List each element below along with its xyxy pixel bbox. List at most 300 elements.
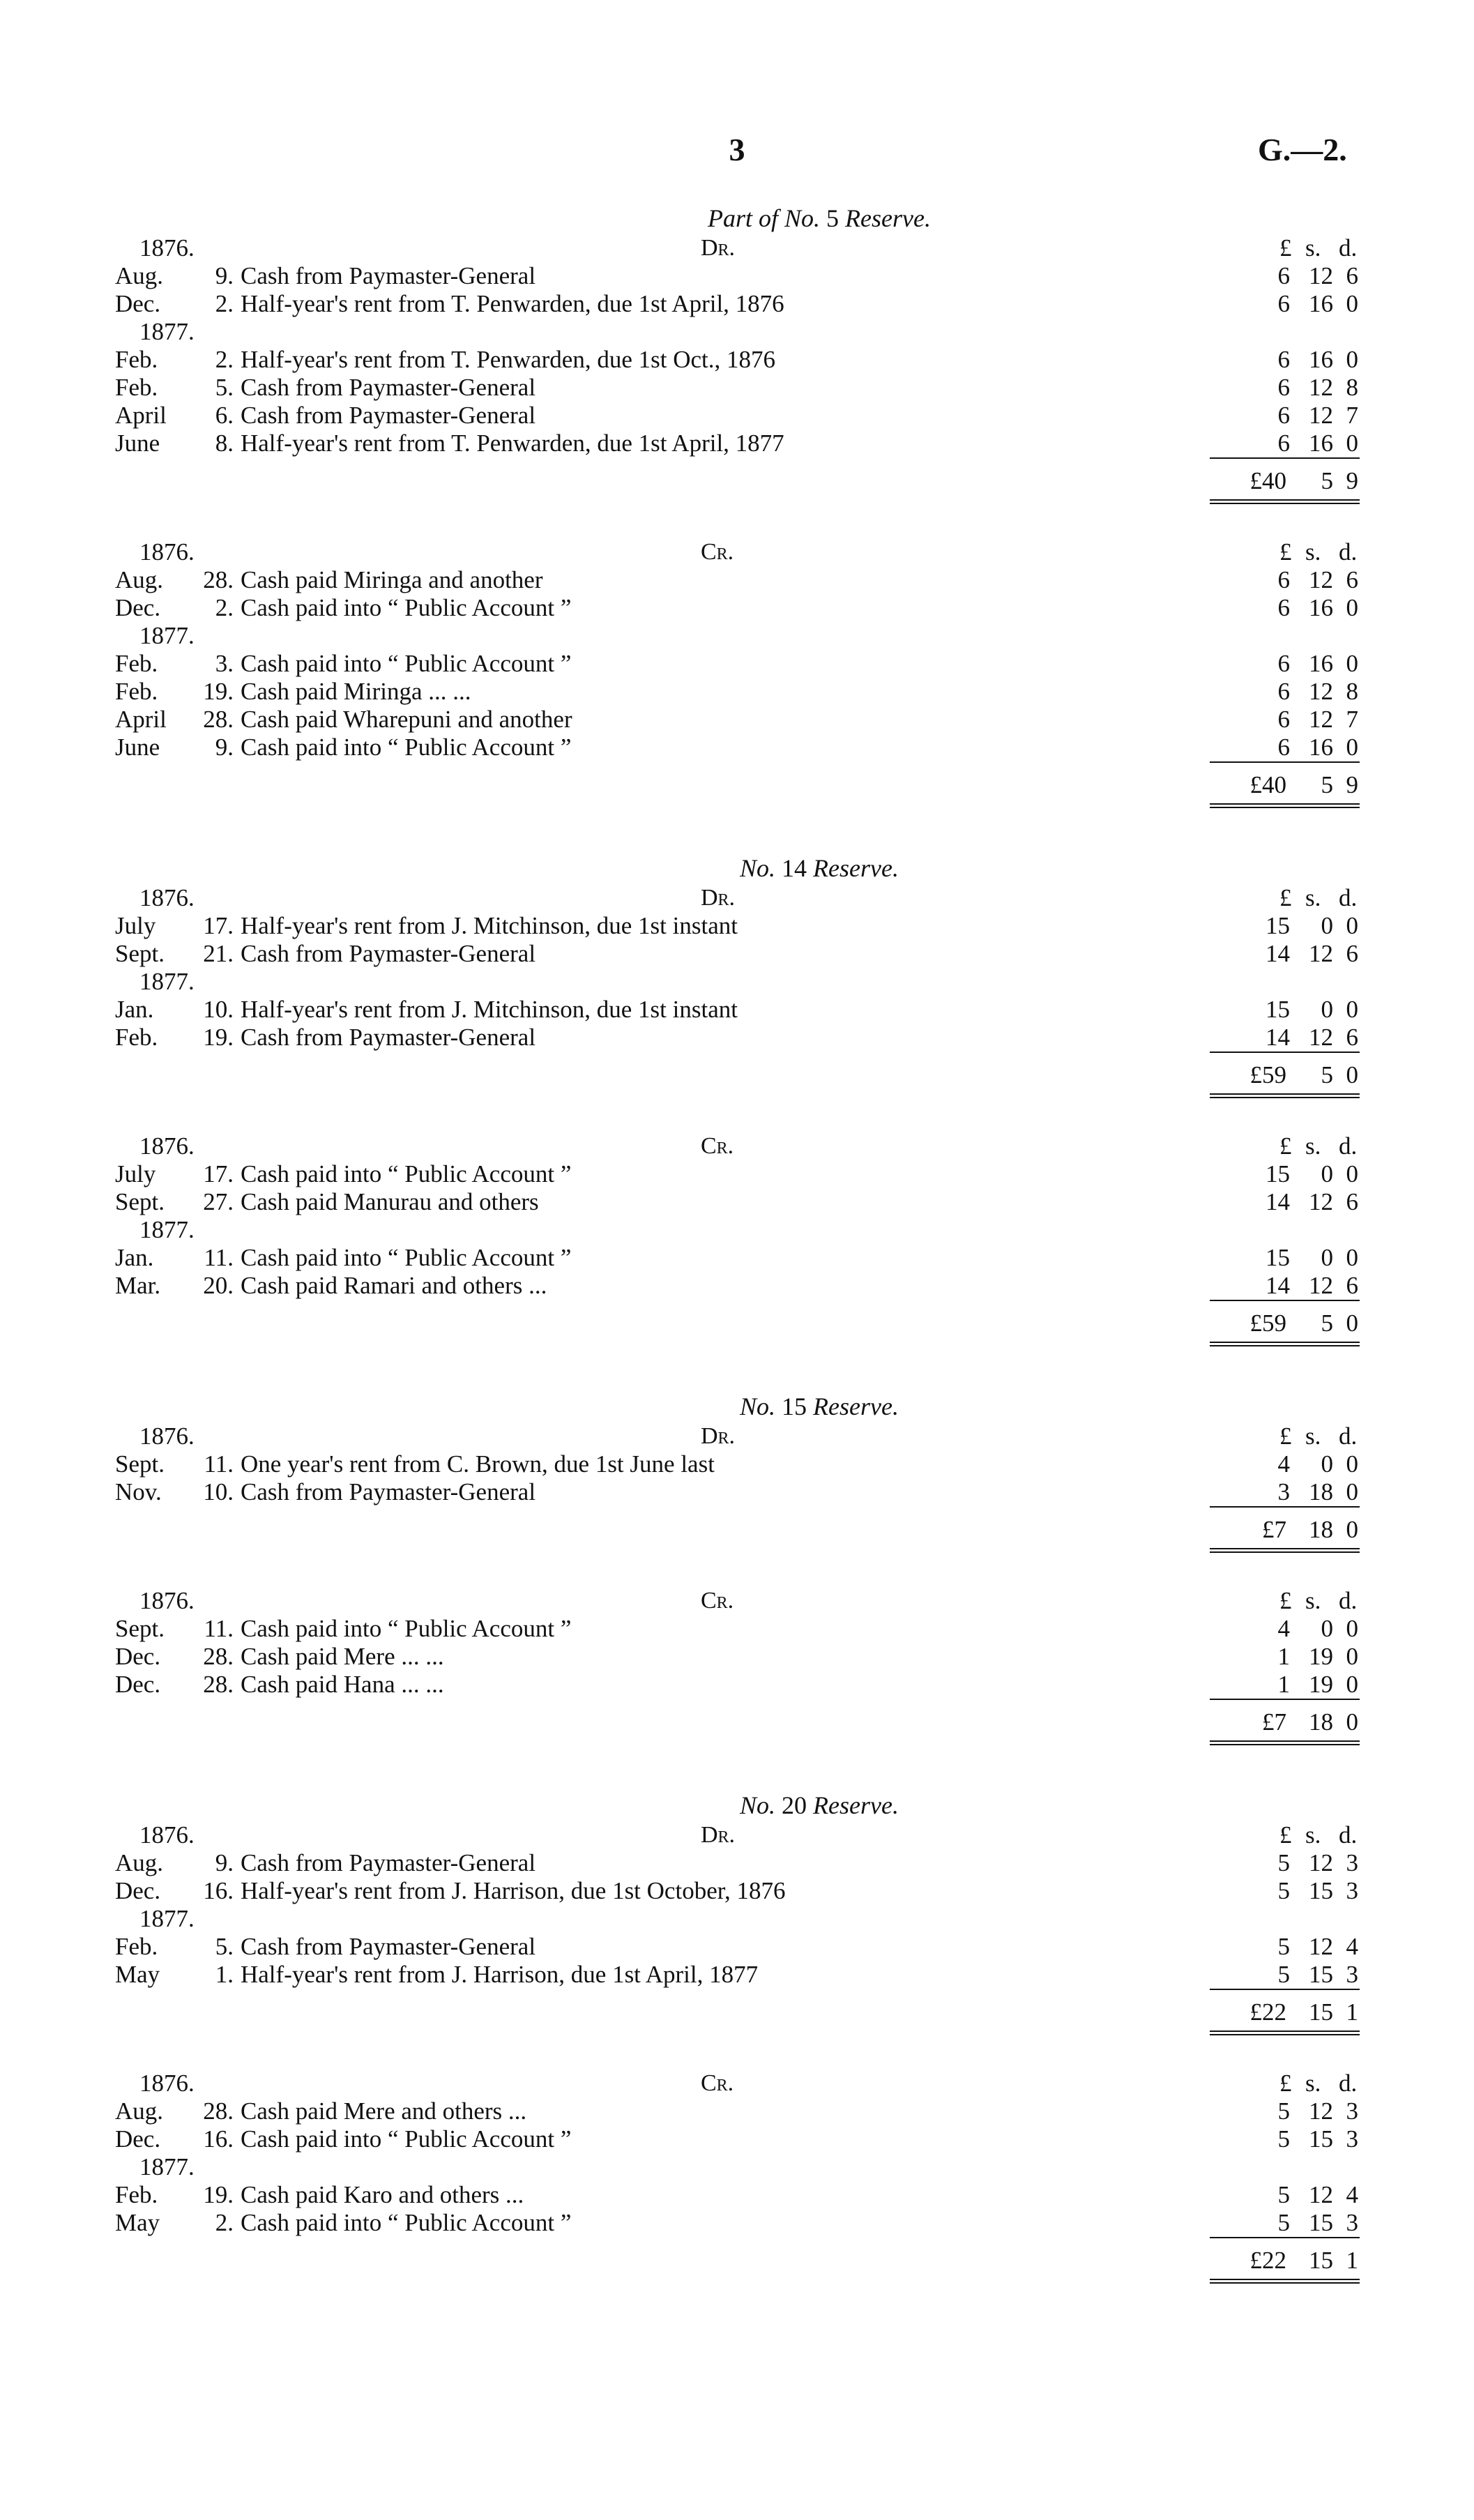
ledger-entry xyxy=(105,2125,1358,2153)
total-rule xyxy=(1210,1052,1360,1053)
entry-day: 2. xyxy=(215,2209,234,2236)
entry-pence: 4 xyxy=(1346,2181,1358,2208)
entry-pounds: 6 xyxy=(1277,594,1290,621)
total-pounds: £59 xyxy=(1249,1061,1286,1088)
entry-description: Cash paid into “ Public Account ” xyxy=(241,2209,572,2236)
entry-month: April xyxy=(115,706,167,733)
entry-month: Feb. xyxy=(115,1933,158,1960)
entry-day: 19. xyxy=(203,678,234,705)
dr-total xyxy=(105,1506,1358,1562)
cr-header xyxy=(105,1132,1358,1160)
entry-day: 28. xyxy=(203,2097,234,2125)
ledger-entry xyxy=(105,374,1358,402)
ledger-entry xyxy=(105,1877,1358,1905)
spacer xyxy=(105,2044,1353,2070)
total-rule xyxy=(1210,761,1360,763)
spacer xyxy=(105,1562,1353,1587)
entry-pounds: 1 xyxy=(1277,1643,1290,1670)
entry-month: Sept. xyxy=(115,1450,165,1478)
year-label: 1876. xyxy=(139,538,195,566)
entry-pounds: 5 xyxy=(1277,2125,1290,2153)
pound-column-header: £ xyxy=(1279,884,1292,911)
year-label: 1877. xyxy=(139,2153,195,2180)
entry-pence: 0 xyxy=(1346,1244,1358,1271)
entry-day: 28. xyxy=(203,706,234,733)
entry-day: 17. xyxy=(203,1160,234,1187)
year-label: 1877. xyxy=(139,968,195,995)
ledger-entry xyxy=(105,1188,1358,1216)
entry-pounds: 6 xyxy=(1277,734,1290,761)
entry-shillings: 12 xyxy=(1309,262,1333,289)
entry-day: 9. xyxy=(215,262,234,289)
entry-shillings: 12 xyxy=(1309,1933,1333,1960)
entry-pence: 6 xyxy=(1346,1024,1358,1051)
shilling-column-header: s. xyxy=(1305,1821,1321,1849)
entry-shillings: 15 xyxy=(1309,1961,1333,1988)
section-title xyxy=(105,1390,1353,1422)
total-double-rule xyxy=(1210,1093,1360,1098)
total-shillings: 15 xyxy=(1309,2247,1333,2274)
pound-column-header: £ xyxy=(1279,234,1292,261)
entry-month: Aug. xyxy=(115,1849,164,1876)
entry-pence: 0 xyxy=(1346,1478,1358,1505)
entry-month: Feb. xyxy=(115,678,158,705)
entry-description: Cash from Paymaster-General xyxy=(241,1478,536,1505)
entry-pence: 8 xyxy=(1346,374,1358,401)
entry-day: 5. xyxy=(215,1933,234,1960)
entry-shillings: 16 xyxy=(1309,346,1333,373)
entry-pounds: 15 xyxy=(1266,996,1290,1023)
entry-month: Dec. xyxy=(115,1877,161,1904)
entry-shillings: 12 xyxy=(1309,402,1333,429)
entry-month: Dec. xyxy=(115,2125,161,2153)
total-pounds: £59 xyxy=(1249,1310,1286,1337)
entry-month: Dec. xyxy=(115,290,161,317)
entry-month: Mar. xyxy=(115,1272,161,1299)
entry-shillings: 12 xyxy=(1309,1024,1333,1051)
entry-pounds: 15 xyxy=(1266,912,1290,939)
entry-description: Cash from Paymaster-General xyxy=(241,940,536,967)
pence-column-header: d. xyxy=(1339,884,1358,911)
year-label: 1876. xyxy=(139,1422,195,1450)
entry-description: Half-year's rent from T. Penwarden, due 1st Oct., 1876 xyxy=(241,346,776,373)
total-double-rule xyxy=(1210,1740,1360,1745)
shilling-column-header: s. xyxy=(1305,2070,1321,2097)
cr-total xyxy=(105,761,1358,817)
title-no: No. xyxy=(740,1791,776,1819)
spacer xyxy=(105,1107,1353,1132)
entry-pence: 0 xyxy=(1346,430,1358,457)
entry-day: 28. xyxy=(203,1643,234,1670)
entry-shillings: 0 xyxy=(1321,1160,1333,1187)
entry-month: Dec. xyxy=(115,594,161,621)
entry-pounds: 5 xyxy=(1277,2181,1290,2208)
total-rule xyxy=(1210,1300,1360,1301)
cr-total xyxy=(105,1300,1358,1356)
year-label: 1876. xyxy=(139,1132,195,1160)
entry-shillings: 15 xyxy=(1309,2209,1333,2236)
entry-day: 28. xyxy=(203,1671,234,1698)
year-row xyxy=(105,1216,1353,1244)
entry-day: 17. xyxy=(203,912,234,939)
entry-pence: 3 xyxy=(1346,1961,1358,1988)
dr-header xyxy=(105,234,1358,262)
entry-description: Half-year's rent from T. Penwarden, due 1st April, 1877 xyxy=(241,430,784,457)
shilling-column-header: s. xyxy=(1305,884,1321,911)
entry-month: Aug. xyxy=(115,566,164,593)
shilling-column-header: s. xyxy=(1305,1587,1321,1614)
cr-header xyxy=(105,1587,1358,1615)
entry-description: Cash paid into “ Public Account ” xyxy=(241,2125,572,2153)
entry-pounds: 15 xyxy=(1266,1244,1290,1271)
entry-shillings: 0 xyxy=(1321,1450,1333,1478)
pence-column-header: d. xyxy=(1339,1587,1358,1614)
ledger-entry xyxy=(105,996,1358,1024)
total-shillings: 5 xyxy=(1321,1061,1333,1088)
total-rule xyxy=(1210,457,1360,459)
entry-description: Cash paid into “ Public Account ” xyxy=(241,1160,572,1187)
entry-pence: 6 xyxy=(1346,1272,1358,1299)
entry-month: April xyxy=(115,402,167,429)
dr-label: Dr. xyxy=(701,235,736,261)
entry-description: Cash paid Karo and others ... xyxy=(241,2181,524,2208)
entry-shillings: 12 xyxy=(1309,1188,1333,1215)
entry-month: Feb. xyxy=(115,2181,158,2208)
entry-pounds: 5 xyxy=(1277,1933,1290,1960)
pence-column-header: d. xyxy=(1339,1821,1358,1849)
shilling-column-header: s. xyxy=(1305,1132,1321,1160)
total-rule xyxy=(1210,1989,1360,1990)
total-pounds: £7 xyxy=(1262,1516,1286,1543)
entry-pence: 3 xyxy=(1346,1849,1358,1876)
ledger-entry xyxy=(105,1671,1358,1699)
entry-day: 9. xyxy=(215,734,234,761)
entry-description: Cash from Paymaster-General xyxy=(241,374,536,401)
entry-description: Cash from Paymaster-General xyxy=(241,1849,536,1876)
entry-pounds: 6 xyxy=(1277,706,1290,733)
entry-pounds: 5 xyxy=(1277,1877,1290,1904)
document-reference: G.—2. xyxy=(1258,132,1347,167)
entry-description: Cash paid Miringa ... ... xyxy=(241,678,471,705)
entry-pounds: 6 xyxy=(1277,430,1290,457)
dr-total xyxy=(105,457,1358,513)
total-pence: 0 xyxy=(1346,1708,1358,1736)
dr-header xyxy=(105,1821,1358,1849)
entry-pence: 7 xyxy=(1346,402,1358,429)
entry-shillings: 16 xyxy=(1309,430,1333,457)
pence-column-header: d. xyxy=(1339,2070,1358,2097)
ledger-entry xyxy=(105,566,1358,594)
entry-shillings: 12 xyxy=(1309,2097,1333,2125)
entry-description: Cash paid Mere and others ... xyxy=(241,2097,527,2125)
reserve-account-5 xyxy=(105,202,1358,817)
entry-pounds: 6 xyxy=(1277,566,1290,593)
entry-day: 19. xyxy=(203,1024,234,1051)
dr-label: Dr. xyxy=(701,1822,736,1848)
reserve-number: 14 xyxy=(782,854,807,882)
entry-pence: 6 xyxy=(1346,262,1358,289)
entry-pence: 6 xyxy=(1346,1188,1358,1215)
entry-pounds: 6 xyxy=(1277,402,1290,429)
section-title xyxy=(105,202,1353,234)
entry-pounds: 5 xyxy=(1277,2097,1290,2125)
year-label: 1876. xyxy=(139,2070,195,2097)
entry-shillings: 12 xyxy=(1309,678,1333,705)
entry-shillings: 0 xyxy=(1321,1615,1333,1642)
entry-description: Cash paid into “ Public Account ” xyxy=(241,1615,572,1642)
pound-column-header: £ xyxy=(1279,1821,1292,1849)
entry-month: Sept. xyxy=(115,1188,165,1215)
entry-day: 6. xyxy=(215,402,234,429)
ledger-entry xyxy=(105,678,1358,706)
entry-month: Dec. xyxy=(115,1643,161,1670)
entry-description: Half-year's rent from T. Penwarden, due 1st April, 1876 xyxy=(241,290,784,317)
entry-pence: 3 xyxy=(1346,1877,1358,1904)
dr-header xyxy=(105,1422,1358,1450)
title-no: No. xyxy=(740,854,776,882)
entry-month: May xyxy=(115,1961,160,1988)
total-shillings: 18 xyxy=(1309,1708,1333,1736)
cr-header xyxy=(105,2070,1358,2097)
ledger-entry xyxy=(105,912,1358,940)
entry-pence: 0 xyxy=(1346,996,1358,1023)
pound-column-header: £ xyxy=(1279,2070,1292,2097)
entry-description: Cash paid Manurau and others xyxy=(241,1188,539,1215)
entry-shillings: 12 xyxy=(1309,374,1333,401)
entry-description: Cash paid into “ Public Account ” xyxy=(241,1244,572,1271)
entry-description: Cash paid into “ Public Account ” xyxy=(241,594,572,621)
total-double-rule xyxy=(1210,1342,1360,1346)
entry-pence: 7 xyxy=(1346,706,1358,733)
entry-shillings: 0 xyxy=(1321,996,1333,1023)
entry-shillings: 16 xyxy=(1309,594,1333,621)
year-label: 1876. xyxy=(139,1821,195,1849)
ledger-entry xyxy=(105,650,1358,678)
dr-total xyxy=(105,1989,1358,2044)
cr-label: Cr. xyxy=(701,1588,734,1614)
total-shillings: 5 xyxy=(1321,771,1333,798)
year-row xyxy=(105,318,1353,346)
year-label: 1876. xyxy=(139,234,195,261)
ledger-entry xyxy=(105,2209,1358,2237)
entry-description: Cash paid Hana ... ... xyxy=(241,1671,444,1698)
entry-description: One year's rent from C. Brown, due 1st June last xyxy=(241,1450,715,1478)
entry-month: May xyxy=(115,2209,160,2236)
section-title xyxy=(105,852,1353,884)
entry-pounds: 14 xyxy=(1266,940,1290,967)
entry-shillings: 12 xyxy=(1309,706,1333,733)
cr-total xyxy=(105,2237,1358,2293)
pence-column-header: d. xyxy=(1339,538,1358,566)
entry-day: 2. xyxy=(215,290,234,317)
entry-pence: 0 xyxy=(1346,594,1358,621)
ledger-entry xyxy=(105,1478,1358,1506)
ledger-entry xyxy=(105,1933,1358,1961)
entry-pounds: 6 xyxy=(1277,650,1290,677)
entry-shillings: 15 xyxy=(1309,1877,1333,1904)
entry-month: Jan. xyxy=(115,1244,154,1271)
entry-shillings: 19 xyxy=(1309,1643,1333,1670)
entry-description: Half-year's rent from J. Mitchinson, due 1st instant xyxy=(241,912,738,939)
pound-column-header: £ xyxy=(1279,1587,1292,1614)
pound-column-header: £ xyxy=(1279,1132,1292,1160)
title-no: No. xyxy=(740,1392,776,1420)
entry-month: Jan. xyxy=(115,996,154,1023)
entry-shillings: 12 xyxy=(1309,566,1333,593)
ledger-entry xyxy=(105,594,1358,622)
entry-description: Half-year's rent from J. Harrison, due 1st October, 1876 xyxy=(241,1877,786,1904)
ledger-entry xyxy=(105,290,1358,318)
entry-description: Cash paid into “ Public Account ” xyxy=(241,650,572,677)
entry-description: Cash paid Miringa and another xyxy=(241,566,543,593)
entry-shillings: 12 xyxy=(1309,940,1333,967)
ledger-entry xyxy=(105,1643,1358,1671)
entry-day: 11. xyxy=(204,1244,234,1271)
entry-shillings: 15 xyxy=(1309,2125,1333,2153)
year-row xyxy=(105,2153,1353,2181)
ledger-entry xyxy=(105,1849,1358,1877)
ledger-entry xyxy=(105,1024,1358,1052)
entry-pounds: 1 xyxy=(1277,1671,1290,1698)
entry-day: 16. xyxy=(203,1877,234,1904)
cr-label: Cr. xyxy=(701,1133,734,1159)
cr-total xyxy=(105,1699,1358,1754)
entry-pence: 3 xyxy=(1346,2097,1358,2125)
entry-day: 19. xyxy=(203,2181,234,2208)
entry-shillings: 12 xyxy=(1309,1849,1333,1876)
total-pounds: £22 xyxy=(1249,2247,1286,2274)
dr-header xyxy=(105,884,1358,912)
entry-shillings: 12 xyxy=(1309,1272,1333,1299)
entry-pounds: 6 xyxy=(1277,290,1290,317)
entry-pence: 0 xyxy=(1346,1671,1358,1698)
entry-description: Cash from Paymaster-General xyxy=(241,1024,536,1051)
entry-month: Sept. xyxy=(115,1615,165,1642)
entry-day: 28. xyxy=(203,566,234,593)
year-label: 1876. xyxy=(139,884,195,911)
pence-column-header: d. xyxy=(1339,1422,1358,1450)
entry-month: July xyxy=(115,1160,156,1187)
total-pence: 1 xyxy=(1346,1998,1358,2026)
entry-pounds: 14 xyxy=(1266,1188,1290,1215)
entry-pence: 0 xyxy=(1346,734,1358,761)
entry-description: Cash paid Mere ... ... xyxy=(241,1643,444,1670)
entry-pounds: 5 xyxy=(1277,1961,1290,1988)
shilling-column-header: s. xyxy=(1305,1422,1321,1450)
entry-month: Feb. xyxy=(115,650,158,677)
ledger-entry xyxy=(105,2181,1358,2209)
total-pounds: £7 xyxy=(1262,1708,1286,1736)
entry-pounds: 14 xyxy=(1266,1024,1290,1051)
total-pence: 9 xyxy=(1346,771,1358,798)
entry-month: Sept. xyxy=(115,940,165,967)
ledger-entry xyxy=(105,1615,1358,1643)
total-double-rule xyxy=(1210,2031,1360,2035)
entry-shillings: 19 xyxy=(1309,1671,1333,1698)
total-pounds: £22 xyxy=(1249,1998,1286,2026)
entry-month: Dec. xyxy=(115,1671,161,1698)
entry-description: Cash from Paymaster-General xyxy=(241,1933,536,1960)
title-prefix: Part of xyxy=(708,204,779,232)
entry-shillings: 16 xyxy=(1309,290,1333,317)
shilling-column-header: s. xyxy=(1305,234,1321,261)
entry-pounds: 4 xyxy=(1277,1450,1290,1478)
entry-pounds: 5 xyxy=(1277,1849,1290,1876)
entry-day: 27. xyxy=(203,1188,234,1215)
entry-pounds: 6 xyxy=(1277,678,1290,705)
ledger-entry xyxy=(105,262,1358,290)
entry-day: 11. xyxy=(204,1615,234,1642)
entry-shillings: 0 xyxy=(1321,912,1333,939)
ledger-entry xyxy=(105,1450,1358,1478)
entry-description: Cash paid Ramari and others ... xyxy=(241,1272,547,1299)
entry-pence: 6 xyxy=(1346,940,1358,967)
total-rule xyxy=(1210,2237,1360,2238)
title-suffix: Reserve. xyxy=(813,854,899,882)
total-pence: 1 xyxy=(1346,2247,1358,2274)
total-double-rule xyxy=(1210,499,1360,504)
entry-day: 2. xyxy=(215,346,234,373)
year-label: 1877. xyxy=(139,318,195,345)
entry-description: Cash paid into “ Public Account ” xyxy=(241,734,572,761)
reserve-number: 5 xyxy=(826,204,839,232)
entry-month: Feb. xyxy=(115,374,158,401)
entry-shillings: 16 xyxy=(1309,650,1333,677)
pence-column-header: d. xyxy=(1339,234,1358,261)
total-double-rule xyxy=(1210,803,1360,808)
ledger-entry xyxy=(105,940,1358,968)
ledger-entry xyxy=(105,1244,1358,1272)
ledger-entry xyxy=(105,1272,1358,1300)
entry-description: Half-year's rent from J. Harrison, due 1st April, 1877 xyxy=(241,1961,759,1988)
total-pounds: £40 xyxy=(1249,771,1286,798)
title-suffix: Reserve. xyxy=(845,204,931,232)
entry-day: 2. xyxy=(215,594,234,621)
page-number: 3 xyxy=(729,132,745,167)
entry-pence: 6 xyxy=(1346,566,1358,593)
entry-day: 9. xyxy=(215,1849,234,1876)
entry-pence: 0 xyxy=(1346,1643,1358,1670)
dr-label: Dr. xyxy=(701,885,736,911)
pound-column-header: £ xyxy=(1279,1422,1292,1450)
total-pence: 0 xyxy=(1346,1310,1358,1337)
title-suffix: Reserve. xyxy=(813,1392,899,1420)
entry-description: Cash paid Wharepuni and another xyxy=(241,706,572,733)
year-label: 1877. xyxy=(139,1216,195,1243)
dr-label: Dr. xyxy=(701,1423,736,1449)
entry-month: Aug. xyxy=(115,262,164,289)
ledger-entry xyxy=(105,1160,1358,1188)
entry-pence: 0 xyxy=(1346,650,1358,677)
total-rule xyxy=(1210,1699,1360,1700)
total-double-rule xyxy=(1210,1548,1360,1553)
ledger-entry xyxy=(105,430,1358,457)
ledger-entry xyxy=(105,734,1358,761)
entry-month: Aug. xyxy=(115,2097,164,2125)
entry-day: 20. xyxy=(203,1272,234,1299)
entry-description: Half-year's rent from J. Mitchinson, due 1st instant xyxy=(241,996,738,1023)
ledger-entry xyxy=(105,1961,1358,1989)
entry-month: Feb. xyxy=(115,1024,158,1051)
entry-pence: 0 xyxy=(1346,912,1358,939)
year-row xyxy=(105,622,1353,650)
total-rule xyxy=(1210,1506,1360,1508)
shilling-column-header: s. xyxy=(1305,538,1321,566)
total-shillings: 15 xyxy=(1309,1998,1333,2026)
entry-pence: 0 xyxy=(1346,1615,1358,1642)
entry-month: Feb. xyxy=(115,346,158,373)
ledger-entry xyxy=(105,346,1358,374)
